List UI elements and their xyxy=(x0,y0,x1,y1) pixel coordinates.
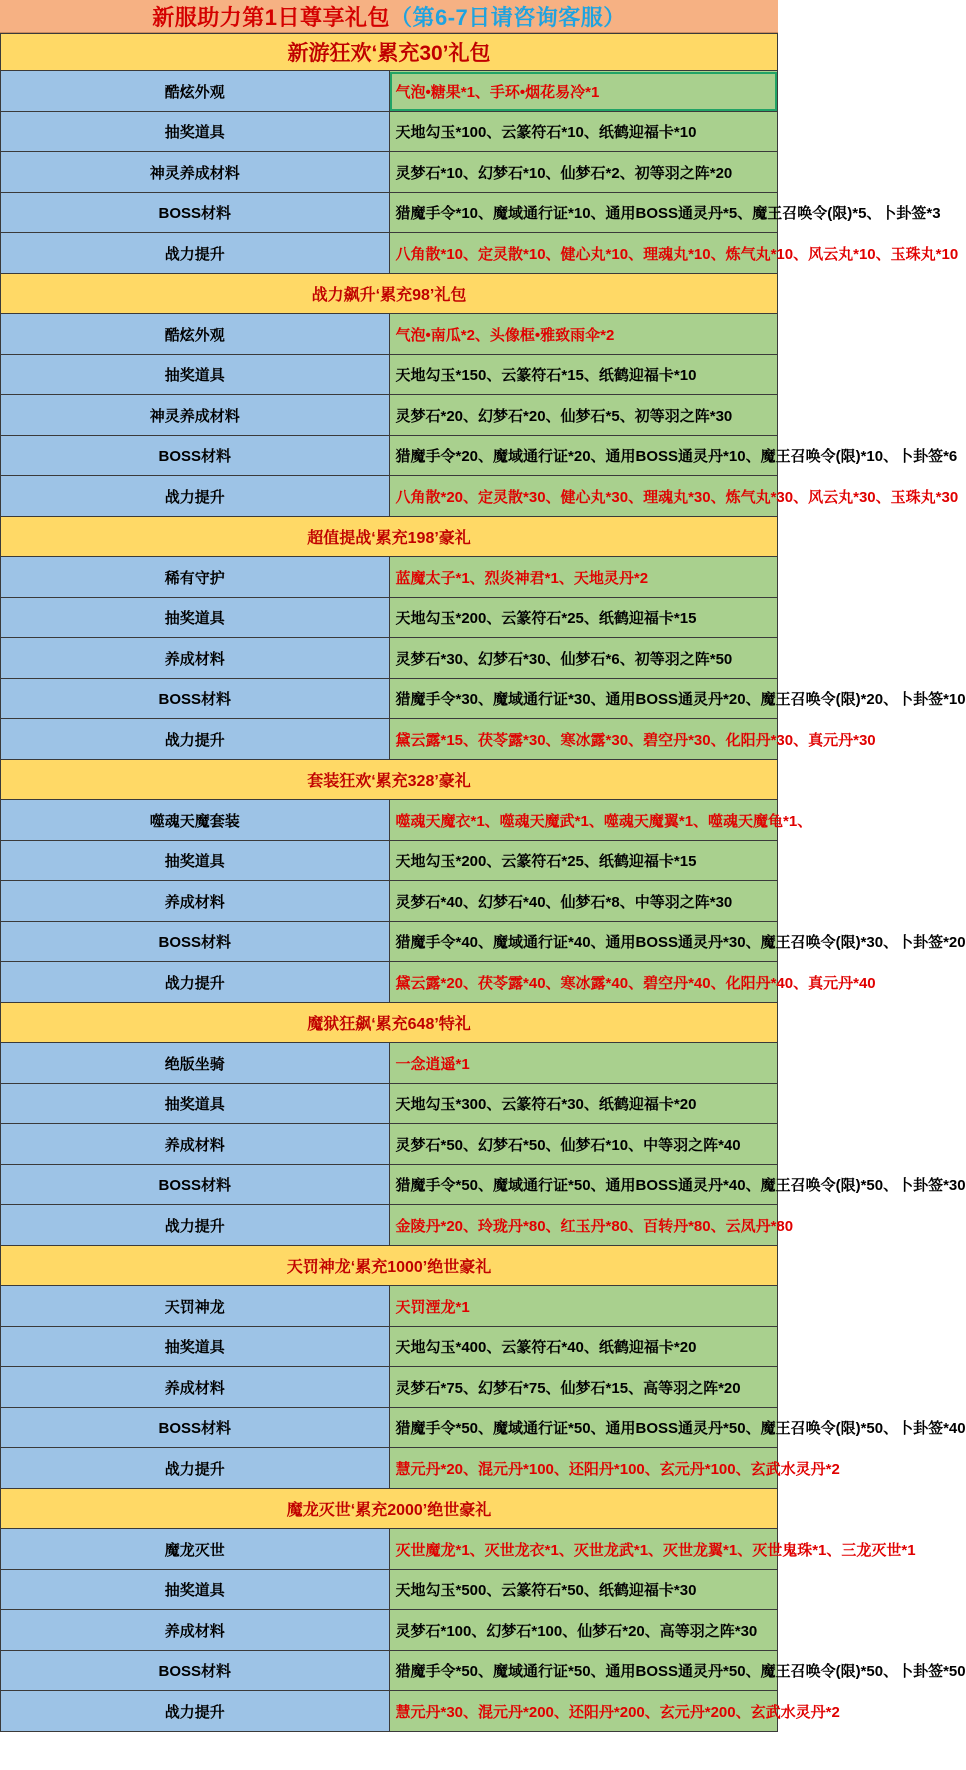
pack-item-row xyxy=(1,1286,778,1327)
pack-title[interactable]: 魔龙灭世‘累充2000’绝世豪礼 xyxy=(1,1489,778,1529)
row-reward-content[interactable]: 蓝魔太子*1、烈炎神君*1、天地灵丹*2 xyxy=(389,557,778,598)
row-reward-content[interactable]: 猎魔手令*10、魔域通行证*10、通用BOSS通灵丹*5、魔王召唤令(限)*5、卜卦签*3 xyxy=(389,193,778,233)
row-reward-content[interactable]: 天地勾玉*300、云篆符石*30、纸鹤迎福卡*20 xyxy=(389,1084,778,1124)
row-reward-content[interactable]: 气泡•糖果*1、手环•烟花易冷*1 xyxy=(389,71,778,112)
row-reward-content[interactable]: 天地勾玉*200、云篆符石*25、纸鹤迎福卡*15 xyxy=(389,841,778,881)
pack-item-row xyxy=(1,1691,778,1732)
row-category-label[interactable]: BOSS材料 xyxy=(1,1408,390,1448)
pack-header-row xyxy=(1,1003,778,1043)
pack-item-row xyxy=(1,355,778,395)
pack-header-row xyxy=(1,274,778,314)
pack-item-row xyxy=(1,436,778,476)
pack-header-row xyxy=(1,1489,778,1529)
pack-item-row xyxy=(1,1327,778,1367)
row-reward-content[interactable]: 灵梦石*50、幻梦石*50、仙梦石*10、中等羽之阵*40 xyxy=(389,1124,778,1165)
pack-item-row xyxy=(1,1165,778,1205)
pack-title[interactable]: 超值提战‘累充198’豪礼 xyxy=(1,517,778,557)
row-reward-content[interactable]: 天地勾玉*100、云篆符石*10、纸鹤迎福卡*10 xyxy=(389,112,778,152)
pack-item-row xyxy=(1,1570,778,1610)
pack-item-row xyxy=(1,719,778,760)
pack-item-row xyxy=(1,841,778,881)
row-category-label[interactable]: BOSS材料 xyxy=(1,436,390,476)
pack-title[interactable]: 魔狱狂飙‘累充648’特礼 xyxy=(1,1003,778,1043)
row-reward-content[interactable]: 灵梦石*40、幻梦石*40、仙梦石*8、中等羽之阵*30 xyxy=(389,881,778,922)
row-reward-content[interactable]: 黛云露*20、茯苓露*40、寒冰露*40、碧空丹*40、化阳丹*40、真元丹*40 xyxy=(389,962,778,1003)
row-category-label[interactable]: 养成材料 xyxy=(1,1610,390,1651)
row-category-label[interactable]: 抽奖道具 xyxy=(1,355,390,395)
pack-item-row xyxy=(1,679,778,719)
pack-title[interactable]: 套装狂欢‘累充328’豪礼 xyxy=(1,760,778,800)
row-reward-content[interactable]: 八角散*20、定灵散*30、健心丸*30、理魂丸*30、炼气丸*30、风云丸*30、玉珠丸*30 xyxy=(389,476,778,517)
row-category-label[interactable]: 噬魂天魔套装 xyxy=(1,800,390,841)
row-category-label[interactable]: 战力提升 xyxy=(1,476,390,517)
pack-item-row xyxy=(1,1651,778,1691)
row-category-label[interactable]: 养成材料 xyxy=(1,881,390,922)
row-reward-content[interactable]: 金陵丹*20、玲珑丹*80、红玉丹*80、百转丹*80、云凤丹*80 xyxy=(389,1205,778,1246)
row-reward-content[interactable]: 天地勾玉*500、云篆符石*50、纸鹤迎福卡*30 xyxy=(389,1570,778,1610)
row-category-label[interactable]: 天罚神龙 xyxy=(1,1286,390,1327)
pack-item-row xyxy=(1,638,778,679)
pack-item-row xyxy=(1,476,778,517)
pack-item-row xyxy=(1,1610,778,1651)
row-category-label[interactable]: 抽奖道具 xyxy=(1,841,390,881)
pack-title[interactable]: 天罚神龙‘累充1000’绝世豪礼 xyxy=(1,1246,778,1286)
pack-item-row xyxy=(1,1408,778,1448)
row-category-label[interactable]: 养成材料 xyxy=(1,638,390,679)
pack-item-row xyxy=(1,1043,778,1084)
row-reward-content[interactable]: 猎魔手令*30、魔域通行证*30、通用BOSS通灵丹*20、魔王召唤令(限)*20、卜卦签*10 xyxy=(389,679,778,719)
row-category-label[interactable]: 抽奖道具 xyxy=(1,112,390,152)
row-category-label[interactable]: 酷炫外观 xyxy=(1,71,390,112)
row-category-label[interactable]: 酷炫外观 xyxy=(1,314,390,355)
row-reward-content[interactable]: 灵梦石*20、幻梦石*20、仙梦石*5、初等羽之阵*30 xyxy=(389,395,778,436)
row-category-label[interactable]: BOSS材料 xyxy=(1,922,390,962)
row-reward-content[interactable]: 灵梦石*100、幻梦石*100、仙梦石*20、高等羽之阵*30 xyxy=(389,1610,778,1651)
pack-item-row xyxy=(1,112,778,152)
pack-item-row xyxy=(1,1084,778,1124)
pack-item-row xyxy=(1,962,778,1003)
row-category-label[interactable]: 神灵养成材料 xyxy=(1,395,390,436)
row-reward-content[interactable]: 八角散*10、定灵散*10、健心丸*10、理魂丸*10、炼气丸*10、风云丸*10、玉珠丸*10 xyxy=(389,233,778,274)
row-category-label[interactable]: 战力提升 xyxy=(1,1691,390,1732)
banner-sub-text: （第6-7日请咨询客服） xyxy=(389,4,626,30)
pack-item-row xyxy=(1,314,778,355)
row-category-label[interactable]: 战力提升 xyxy=(1,1448,390,1489)
row-category-label[interactable]: 养成材料 xyxy=(1,1124,390,1165)
row-reward-content[interactable]: 猎魔手令*50、魔域通行证*50、通用BOSS通灵丹*40、魔王召唤令(限)*50、卜卦签*30 xyxy=(389,1165,778,1205)
pack-item-row xyxy=(1,1205,778,1246)
pack-item-row xyxy=(1,598,778,638)
pack-item-row xyxy=(1,193,778,233)
row-reward-content[interactable]: 天地勾玉*200、云篆符石*25、纸鹤迎福卡*15 xyxy=(389,598,778,638)
row-reward-content[interactable]: 天罚湮龙*1 xyxy=(389,1286,778,1327)
pack-item-row xyxy=(1,152,778,193)
row-reward-content[interactable]: 灭世魔龙*1、灭世龙衣*1、灭世龙武*1、灭世龙翼*1、灭世鬼珠*1、三龙灭世*1 xyxy=(389,1529,778,1570)
pack-title[interactable]: 新游狂欢‘累充30’礼包 xyxy=(1,34,778,71)
row-reward-content[interactable]: 猎魔手令*50、魔域通行证*50、通用BOSS通灵丹*50、魔王召唤令(限)*50、卜卦签*50 xyxy=(389,1651,778,1691)
row-reward-content[interactable]: 天地勾玉*400、云篆符石*40、纸鹤迎福卡*20 xyxy=(389,1327,778,1367)
pack-item-row xyxy=(1,1367,778,1408)
pack-item-row xyxy=(1,557,778,598)
row-category-label[interactable]: 抽奖道具 xyxy=(1,1327,390,1367)
row-category-label[interactable]: 抽奖道具 xyxy=(1,1084,390,1124)
row-category-label[interactable]: 战力提升 xyxy=(1,962,390,1003)
row-category-label[interactable]: 抽奖道具 xyxy=(1,1570,390,1610)
row-category-label[interactable]: BOSS材料 xyxy=(1,1165,390,1205)
row-category-label[interactable]: 战力提升 xyxy=(1,1205,390,1246)
row-category-label[interactable]: BOSS材料 xyxy=(1,193,390,233)
row-category-label[interactable]: 魔龙灭世 xyxy=(1,1529,390,1570)
pack-item-row xyxy=(1,1124,778,1165)
row-reward-content[interactable]: 气泡•南瓜*2、头像框•雅致雨伞*2 xyxy=(389,314,778,355)
pack-header-row xyxy=(1,760,778,800)
row-reward-content[interactable]: 灵梦石*75、幻梦石*75、仙梦石*15、高等羽之阵*20 xyxy=(389,1367,778,1408)
pack-item-row xyxy=(1,233,778,274)
pack-item-row xyxy=(1,881,778,922)
row-category-label[interactable]: 战力提升 xyxy=(1,233,390,274)
row-reward-content[interactable]: 灵梦石*30、幻梦石*30、仙梦石*6、初等羽之阵*50 xyxy=(389,638,778,679)
banner-title xyxy=(0,0,778,33)
row-reward-content[interactable]: 天地勾玉*150、云篆符石*15、纸鹤迎福卡*10 xyxy=(389,355,778,395)
row-category-label[interactable]: 养成材料 xyxy=(1,1367,390,1408)
gift-pack-table xyxy=(0,33,966,1732)
row-reward-content[interactable]: 猎魔手令*40、魔域通行证*40、通用BOSS通灵丹*30、魔王召唤令(限)*30、卜卦签*20 xyxy=(389,922,778,962)
pack-header-row xyxy=(1,34,778,71)
pack-item-row xyxy=(1,395,778,436)
row-reward-content[interactable]: 慧元丹*30、混元丹*200、还阳丹*200、玄元丹*200、玄武水灵丹*2 xyxy=(389,1691,778,1732)
row-reward-content[interactable]: 慧元丹*20、混元丹*100、还阳丹*100、玄元丹*100、玄武水灵丹*2 xyxy=(389,1448,778,1489)
row-reward-content[interactable]: 灵梦石*10、幻梦石*10、仙梦石*2、初等羽之阵*20 xyxy=(389,152,778,193)
row-reward-content[interactable]: 噬魂天魔衣*1、噬魂天魔武*1、噬魂天魔翼*1、噬魂天魔龟*1、 xyxy=(389,800,778,841)
row-category-label[interactable]: 抽奖道具 xyxy=(1,598,390,638)
row-category-label[interactable]: 战力提升 xyxy=(1,719,390,760)
pack-item-row xyxy=(1,71,778,112)
banner-main-text: 新服助力第1日尊享礼包 xyxy=(152,4,390,30)
row-reward-content[interactable]: 黛云露*15、茯苓露*30、寒冰露*30、碧空丹*30、化阳丹*30、真元丹*30 xyxy=(389,719,778,760)
pack-header-row xyxy=(1,1246,778,1286)
row-reward-content[interactable]: 一念逍遥*1 xyxy=(389,1043,778,1084)
row-reward-content[interactable]: 猎魔手令*20、魔域通行证*20、通用BOSS通灵丹*10、魔王召唤令(限)*10、卜卦签*6 xyxy=(389,436,778,476)
row-category-label[interactable]: BOSS材料 xyxy=(1,1651,390,1691)
row-category-label[interactable]: 神灵养成材料 xyxy=(1,152,390,193)
pack-title[interactable]: 战力飙升‘累充98’礼包 xyxy=(1,274,778,314)
pack-item-row xyxy=(1,922,778,962)
pack-item-row xyxy=(1,800,778,841)
row-reward-content[interactable]: 猎魔手令*50、魔域通行证*50、通用BOSS通灵丹*50、魔王召唤令(限)*50、卜卦签*40 xyxy=(389,1408,778,1448)
row-category-label[interactable]: 稀有守护 xyxy=(1,557,390,598)
row-category-label[interactable]: BOSS材料 xyxy=(1,679,390,719)
pack-header-row xyxy=(1,517,778,557)
row-category-label[interactable]: 绝版坐骑 xyxy=(1,1043,390,1084)
pack-item-row xyxy=(1,1529,778,1570)
pack-item-row xyxy=(1,1448,778,1489)
